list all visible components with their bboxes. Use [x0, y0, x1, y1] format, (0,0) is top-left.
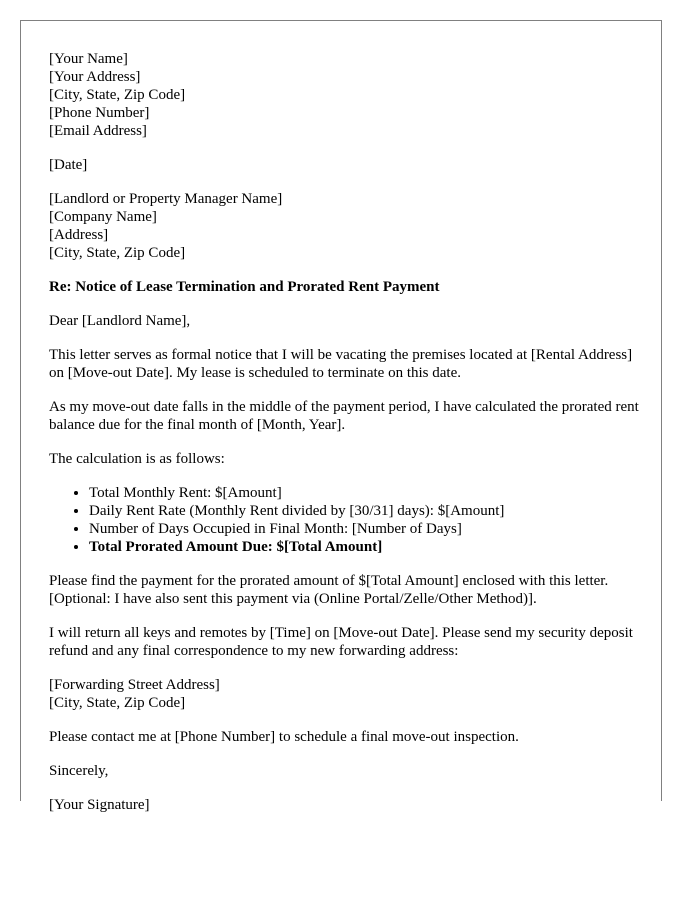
calculation-item-monthly-rent: • Total Monthly Rent: $[Amount]: [89, 484, 639, 502]
forwarding-address-block: [49, 676, 639, 712]
sender-name: [Your Name]: [49, 51, 128, 67]
sender-block: [49, 50, 639, 140]
recipient-name: [Landlord or Property Manager Name]: [49, 191, 283, 207]
calculation-item-total-due: • Total Prorated Amount Due: $[Total Amount]: [89, 538, 639, 556]
calculation-item-daily-rate: • Daily Rent Rate (Monthly Rent divided by [30/31] days): $[Amount]: [89, 502, 639, 520]
letter-date: [Date]: [49, 157, 88, 173]
recipient-address: [Address]: [49, 227, 109, 243]
signature: [Your Signature]: [49, 797, 150, 813]
calculation-list: [49, 484, 639, 556]
closing: Sincerely,: [49, 763, 109, 779]
subject-line: Re: Notice of Lease Termination and Prorated Rent Payment: [49, 279, 440, 295]
recipient-company: [Company Name]: [49, 209, 157, 225]
recipient-block: [49, 190, 639, 262]
salutation: Dear [Landlord Name],: [49, 313, 191, 329]
letter-content: [49, 50, 639, 830]
calculation-item-days-occupied: • Number of Days Occupied in Final Month: [Number of Days]: [89, 520, 639, 538]
forwarding-city-state-zip: [City, State, Zip Code]: [49, 695, 186, 711]
sender-address: [Your Address]: [49, 69, 141, 85]
recipient-city-state-zip: [City, State, Zip Code]: [49, 245, 186, 261]
letter-page: [20, 20, 662, 813]
calculation-intro: The calculation is as follows:: [49, 451, 225, 467]
forwarding-street: [Forwarding Street Address]: [49, 677, 220, 693]
body-paragraph-1: This letter serves as formal notice that I will be vacating the premises located at [Rental Address] on [Move-out Date]. My lease is scheduled to terminate on this date.: [49, 347, 633, 381]
sender-phone: [Phone Number]: [49, 105, 150, 121]
body-paragraph-2: As my move-out date falls in the middle of the payment period, I have calculated the prorated rent balance due for the final month of [Month, Year].: [49, 399, 639, 433]
body-paragraph-5: Please contact me at [Phone Number] to schedule a final move-out inspection.: [49, 729, 519, 745]
sender-city-state-zip: [City, State, Zip Code]: [49, 87, 186, 103]
body-paragraph-4: I will return all keys and remotes by [Time] on [Move-out Date]. Please send my security deposit refund and any final correspondence to my new forwarding address:: [49, 625, 633, 659]
body-paragraph-3: Please find the payment for the prorated amount of $[Total Amount] enclosed with this letter. [Optional: I have also sent this payment via (Online Portal/Zelle/Other Method)].: [49, 573, 609, 607]
sender-email: [Email Address]: [49, 123, 147, 139]
